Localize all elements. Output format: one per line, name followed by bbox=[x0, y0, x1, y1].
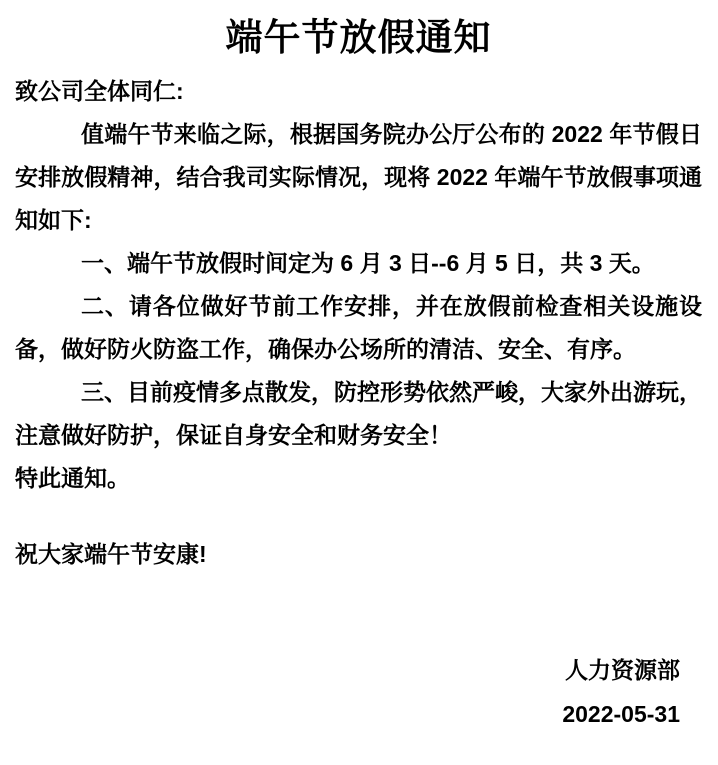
document-title: 端午节放假通知 bbox=[225, 17, 492, 58]
intro-paragraph: 值端午节来临之际，根据国务院办公厅公布的 2022 年节假日安排放假精神，结合我司实际情况，现将 2022 年端午节放假事项通知如下: bbox=[15, 121, 702, 233]
signature-department: 人力资源部 bbox=[565, 657, 680, 683]
notice-item-3: 三、目前疫情多点散发，防控形势依然严峻，大家外出游玩，注意做好防护，保证自身安全和财务安全！ bbox=[15, 379, 702, 448]
notice-item-2: 二、请各位做好节前工作安排，并在放假前检查相关设施设备，做好防火防盗工作，确保办公场所的清洁、安全、有序。 bbox=[15, 293, 702, 362]
signature-block bbox=[15, 648, 702, 736]
notice-item-1: 一、端午节放假时间定为 6 月 3 日--6 月 5 日，共 3 天。 bbox=[81, 250, 655, 276]
signature-date: 2022-05-31 bbox=[562, 701, 680, 727]
closing-line: 特此通知。 bbox=[15, 465, 130, 491]
salutation-line: 致公司全体同仁: bbox=[15, 78, 184, 104]
festival-wish-line: 祝大家端午节安康! bbox=[15, 541, 207, 567]
